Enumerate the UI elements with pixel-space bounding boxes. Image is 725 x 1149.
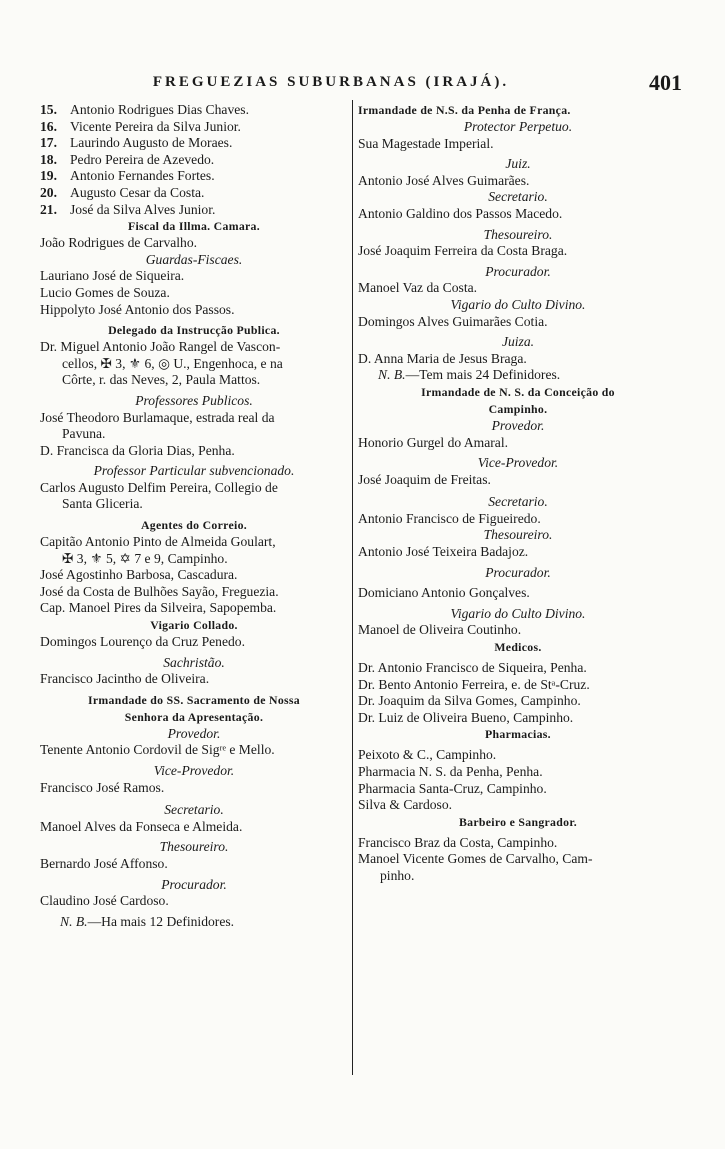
entry: Pavuna. (62, 426, 106, 442)
entry: Antonio Galdino dos Passos Macedo. (358, 205, 563, 221)
section-heading: Senhora da Apresentação. (124, 709, 264, 724)
note: N. B.—Ha mais 12 Definidores. (60, 913, 235, 929)
entry: ✠ 3, ⚜ 5, ✡ 7 e 9, Campinho. (62, 550, 228, 566)
entry: Honorio Gurgel do Amaral. (358, 434, 509, 450)
list-item: 16. Vicente Pereira da Silva Junior. (40, 118, 241, 134)
list-item: 15. Antonio Rodrigues Dias Chaves. (40, 102, 249, 117)
entry: Sua Magestade Imperial. (358, 135, 494, 151)
role-title: Professor Particular subvencionado. (93, 463, 295, 479)
entry: Tenente Antonio Cordovil de Sigʳᵉ e Mello. (40, 742, 275, 758)
note: N. B.—Tem mais 24 Definidores. (378, 367, 561, 383)
entry: Francisco José Ramos. (40, 779, 165, 795)
entry: Capitão Antonio Pinto de Almeida Goulart, (40, 534, 276, 550)
column-divider (352, 100, 353, 1075)
right-column (358, 102, 678, 885)
role-title: Thesoureiro. (159, 839, 229, 855)
entry: Côrte, r. das Neves, 2, Paula Mattos. (62, 372, 261, 388)
section-heading: Agentes do Correio. (140, 518, 248, 533)
role-title: Juiza. (501, 334, 535, 350)
entry: Dr. Joaquim da Silva Gomes, Campinho. (358, 693, 581, 709)
entry: Antonio Francisco de Figueiredo. (358, 510, 541, 526)
role-title: Juiz. (505, 156, 531, 172)
list-item: 20. Augusto Cesar da Costa. (40, 184, 205, 200)
entry: Manoel de Oliveira Coutinho. (358, 622, 522, 638)
list-item: 18. Pedro Pereira de Azevedo. (40, 151, 215, 167)
entry: Silva & Cardoso. (358, 797, 453, 813)
page-number: 401 (649, 70, 682, 95)
entry: Peixoto & C., Campinho. (358, 747, 497, 763)
entry: Domingos Alves Guimarães Cotia. (358, 313, 548, 329)
section-heading: Irmandade do SS. Sacramento de Nossa (87, 692, 301, 707)
entry: Manoel Vaz da Costa. (358, 280, 478, 296)
section-heading: Medicos. (494, 640, 542, 655)
list-item: 21. José da Silva Alves Junior. (40, 201, 216, 217)
entry: Antonio José Teixeira Badajoz. (358, 544, 529, 560)
role-title: Procurador. (485, 263, 551, 279)
entry: Francisco Braz da Costa, Campinho. (358, 834, 558, 850)
entry: Carlos Augusto Delfim Pereira, Collegio de (40, 479, 278, 495)
entry: José Joaquim de Freitas. (358, 471, 491, 487)
page-title: FREGUEZIAS SUBURBANAS (IRAJÁ). (152, 74, 510, 90)
entry: Santa Gliceria. (62, 496, 143, 512)
section-heading: Campinho. (488, 401, 548, 416)
entry: José Theodoro Burlamaque, estrada real da (40, 409, 275, 425)
entry: Cap. Manoel Pires da Silveira, Sapopemba. (40, 600, 277, 616)
section-heading: Irmandade de N.S. da Penha de França. (358, 103, 571, 117)
role-title: Vice-Provedor. (153, 763, 235, 778)
role-title: Procurador. (485, 564, 551, 580)
role-title: Thesoureiro. (483, 226, 553, 242)
role-title: Vigario do Culto Divino. (450, 605, 586, 621)
entry: Dr. Antonio Francisco de Siqueira, Penha. (358, 660, 587, 676)
entry: Lauriano José de Siqueira. (40, 268, 185, 284)
entry: José Agostinho Barbosa, Cascadura. (40, 567, 238, 583)
role-title: Protector Perpetuo. (463, 119, 573, 134)
entry: Manoel Alves da Fonseca e Almeida. (40, 818, 243, 834)
role-title: Guardas-Fiscaes. (145, 251, 243, 267)
entry: Pharmacia N. S. da Penha, Penha. (358, 764, 543, 779)
entry: D. Anna Maria de Jesus Braga. (358, 350, 527, 366)
section-heading: Pharmacias. (485, 727, 551, 742)
entry: D. Francisca da Gloria Dias, Penha. (40, 442, 235, 458)
entry: Dr. Miguel Antonio João Rangel de Vascon- (40, 339, 281, 355)
entry: Lucio Gomes de Souza. (40, 284, 170, 300)
page-header (40, 72, 682, 98)
entry: cellos, ✠ 3, ⚜ 6, ◎ U., Engenhoca, e na (62, 355, 283, 371)
role-title: Vigario do Culto Divino. (450, 296, 586, 312)
entry: Manoel Vicente Gomes de Carvalho, Cam- (358, 851, 593, 867)
entry: Hippolyto José Antonio dos Passos. (40, 301, 235, 317)
section-heading: Fiscal da Illma. Camara. (127, 219, 261, 234)
section-heading: Vigario Collado. (150, 618, 238, 633)
role-title: Provedor. (491, 417, 545, 433)
entry: Domiciano Antonio Gonçalves. (358, 585, 530, 601)
entry: Domingos Lourenço da Cruz Penedo. (40, 634, 245, 650)
role-title: Secretario. (488, 189, 548, 205)
entry: Francisco Jacintho de Oliveira. (40, 671, 210, 687)
section-heading: Barbeiro e Sangrador. (458, 814, 578, 829)
entry: Pharmacia Santa-Cruz, Campinho. (358, 780, 547, 796)
entry: Dr. Luiz de Oliveira Bueno, Campinho. (358, 709, 574, 725)
left-column (40, 102, 348, 930)
list-item: 17. Laurindo Augusto de Moraes. (40, 135, 233, 151)
entry: João Rodrigues de Carvalho. (40, 235, 198, 251)
role-title: Professores Publicos. (135, 392, 253, 408)
role-title: Vice-Provedor. (477, 455, 559, 471)
entry: José Joaquim Ferreira da Costa Braga. (358, 243, 568, 259)
entry: Antonio José Alves Guimarães. (358, 172, 530, 188)
entry: pinho. (380, 867, 415, 883)
section-heading: Delegado da Instrucção Publica. (108, 323, 280, 338)
role-title: Procurador. (161, 876, 227, 892)
list-item: 19. Antonio Fernandes Fortes. (40, 168, 215, 184)
entry: Dr. Bento Antonio Ferreira, e. de Stᵃ-Cruz. (358, 676, 590, 692)
role-title: Secretario. (488, 494, 548, 510)
role-title: Thesoureiro. (483, 527, 553, 543)
entry: José da Costa de Bulhões Sayão, Freguezia. (40, 583, 279, 599)
role-title: Sachristão. (163, 654, 225, 670)
role-title: Secretario. (164, 802, 224, 818)
entry: Claudino José Cardoso. (40, 893, 169, 909)
section-heading: Irmandade de N. S. da Conceição do (421, 384, 615, 399)
role-title: Provedor. (167, 725, 221, 741)
entry: Bernardo José Affonso. (40, 855, 168, 871)
